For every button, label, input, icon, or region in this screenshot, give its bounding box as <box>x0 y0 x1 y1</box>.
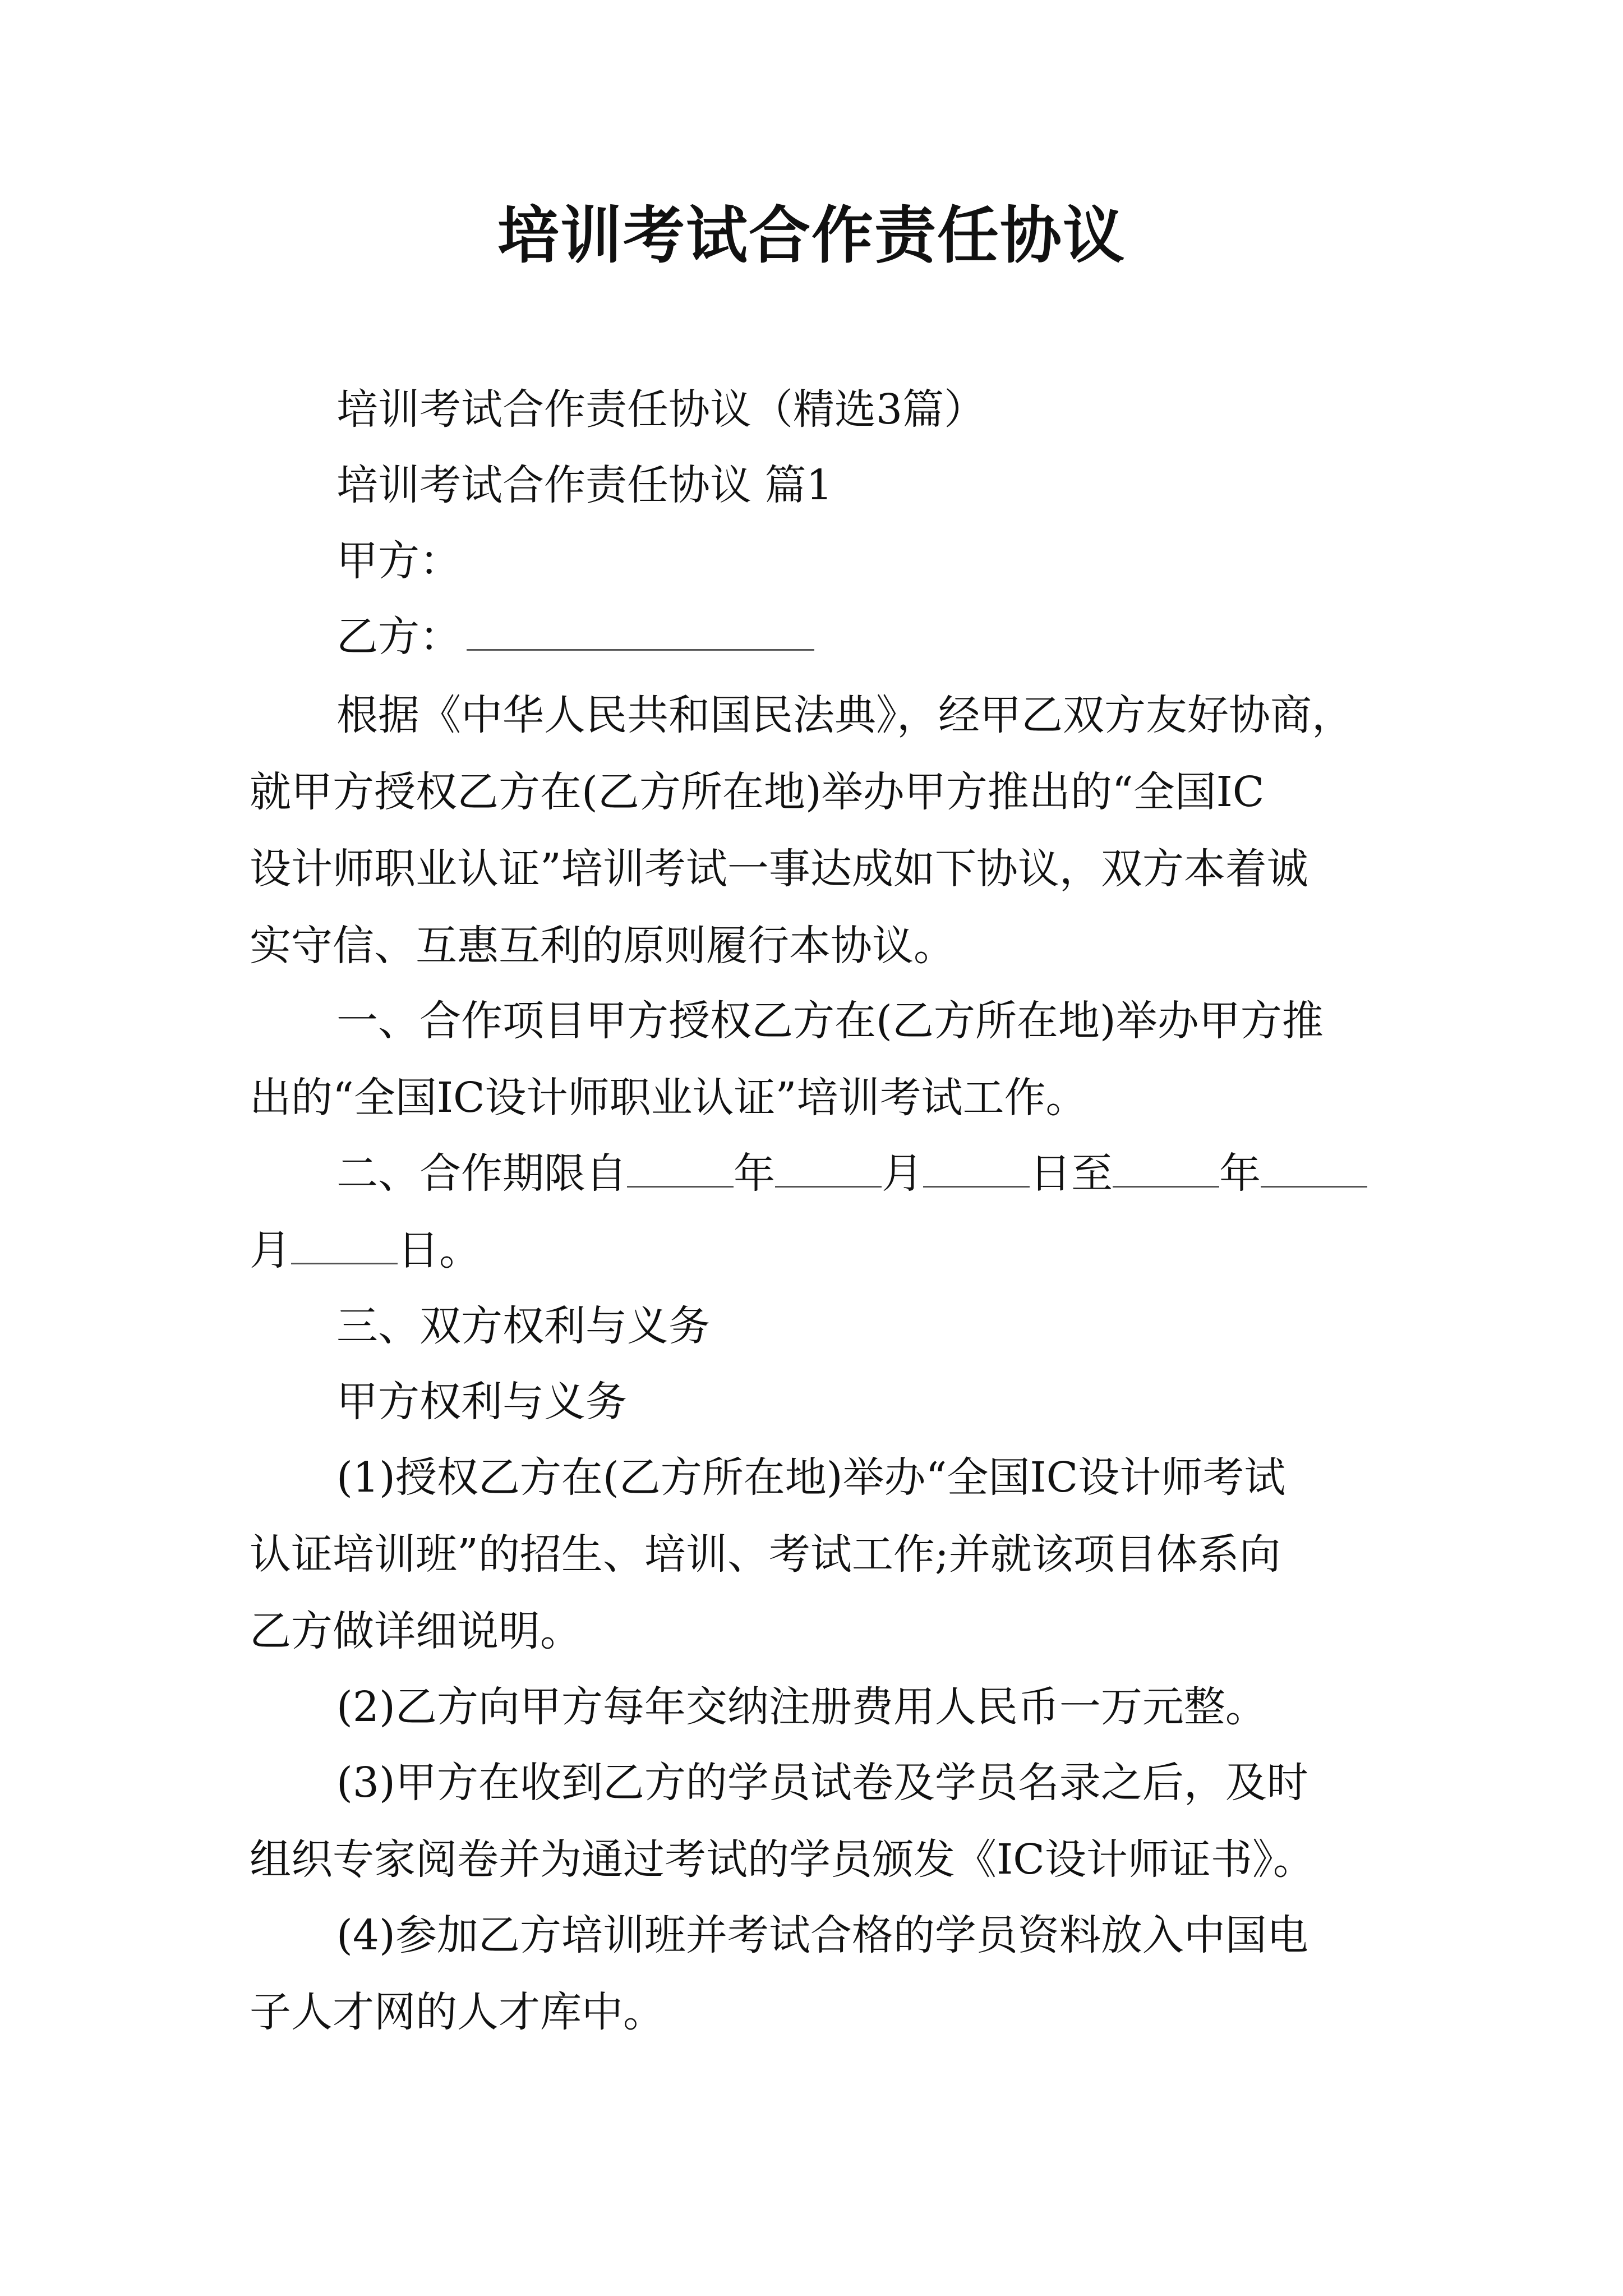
clause2-line-2 <box>250 1222 1388 1278</box>
section-heading: 培训考试合作责任协议 篇1 <box>336 461 833 509</box>
clause2-year: 年 <box>734 1149 775 1198</box>
clause2-day-end: 日。 <box>398 1226 481 1274</box>
item1-line-3: 乙方做详细说明。 <box>250 1607 582 1655</box>
end-year-blank <box>1113 1145 1219 1188</box>
intro-line-3: 设计师职业认证”培训考试一事达成如下协议，双方本着诚 <box>250 845 1308 893</box>
party-b-blank <box>467 609 814 651</box>
document-title: 培训考试合作责任协议 <box>497 199 1126 272</box>
clause2-prefix: 二、合作期限自 <box>336 1149 627 1198</box>
start-month-blank <box>775 1145 882 1188</box>
clause1-line-2: 出的“全国IC设计师职业认证”培训考试工作。 <box>250 1074 1087 1122</box>
intro-line-1: 根据《中华人民共和国民法典》，经甲乙双方友好协商， <box>336 691 1353 739</box>
item1-line-2: 认证培训班”的招生、培训、考试工作;并就该项目体系向 <box>250 1530 1281 1579</box>
start-year-blank <box>627 1145 734 1188</box>
clause2-month2: 月 <box>250 1226 291 1274</box>
party-a-rights-heading: 甲方权利与义务 <box>336 1378 627 1426</box>
end-day-blank <box>291 1222 398 1264</box>
start-day-blank <box>923 1145 1030 1188</box>
intro-line-4: 实守信、互惠互利的原则履行本协议。 <box>250 922 955 970</box>
party-a-label: 甲方： <box>336 537 461 585</box>
subtitle: 培训考试合作责任协议（精选3篇） <box>336 385 986 434</box>
clause2-line-1 <box>336 1145 1388 1202</box>
item2: (2)乙方向甲方每年交纳注册费用人民币一万元整。 <box>336 1683 1267 1731</box>
clause2-month: 月 <box>882 1149 923 1198</box>
intro-line-2: 就甲方授权乙方在(乙方所在地)举办甲方推出的“全国IC <box>250 768 1265 816</box>
clause2-year2: 年 <box>1219 1149 1261 1198</box>
clause3-heading: 三、双方权利与义务 <box>336 1302 710 1350</box>
clause1-line-1: 一、合作项目甲方授权乙方在(乙方所在地)举办甲方推 <box>336 997 1324 1045</box>
clause2-day-to: 日至 <box>1030 1149 1113 1198</box>
item3-line-1: (3)甲方在收到乙方的学员试卷及学员名录之后，及时 <box>336 1759 1308 1807</box>
item1-line-1: (1)授权乙方在(乙方所在地)举办“全国IC设计师考试 <box>336 1453 1286 1502</box>
item4-line-2: 子人才网的人才库中。 <box>250 1988 665 2036</box>
party-b-label: 乙方： <box>336 613 461 661</box>
item4-line-1: (4)参加乙方培训班并考试合格的学员资料放入中国电 <box>336 1911 1308 1959</box>
end-month-blank-a <box>1261 1145 1367 1188</box>
item3-line-2: 组织专家阅卷并为通过考试的学员颁发《IC设计师证书》。 <box>250 1835 1315 1884</box>
party-b-line <box>336 609 1388 665</box>
